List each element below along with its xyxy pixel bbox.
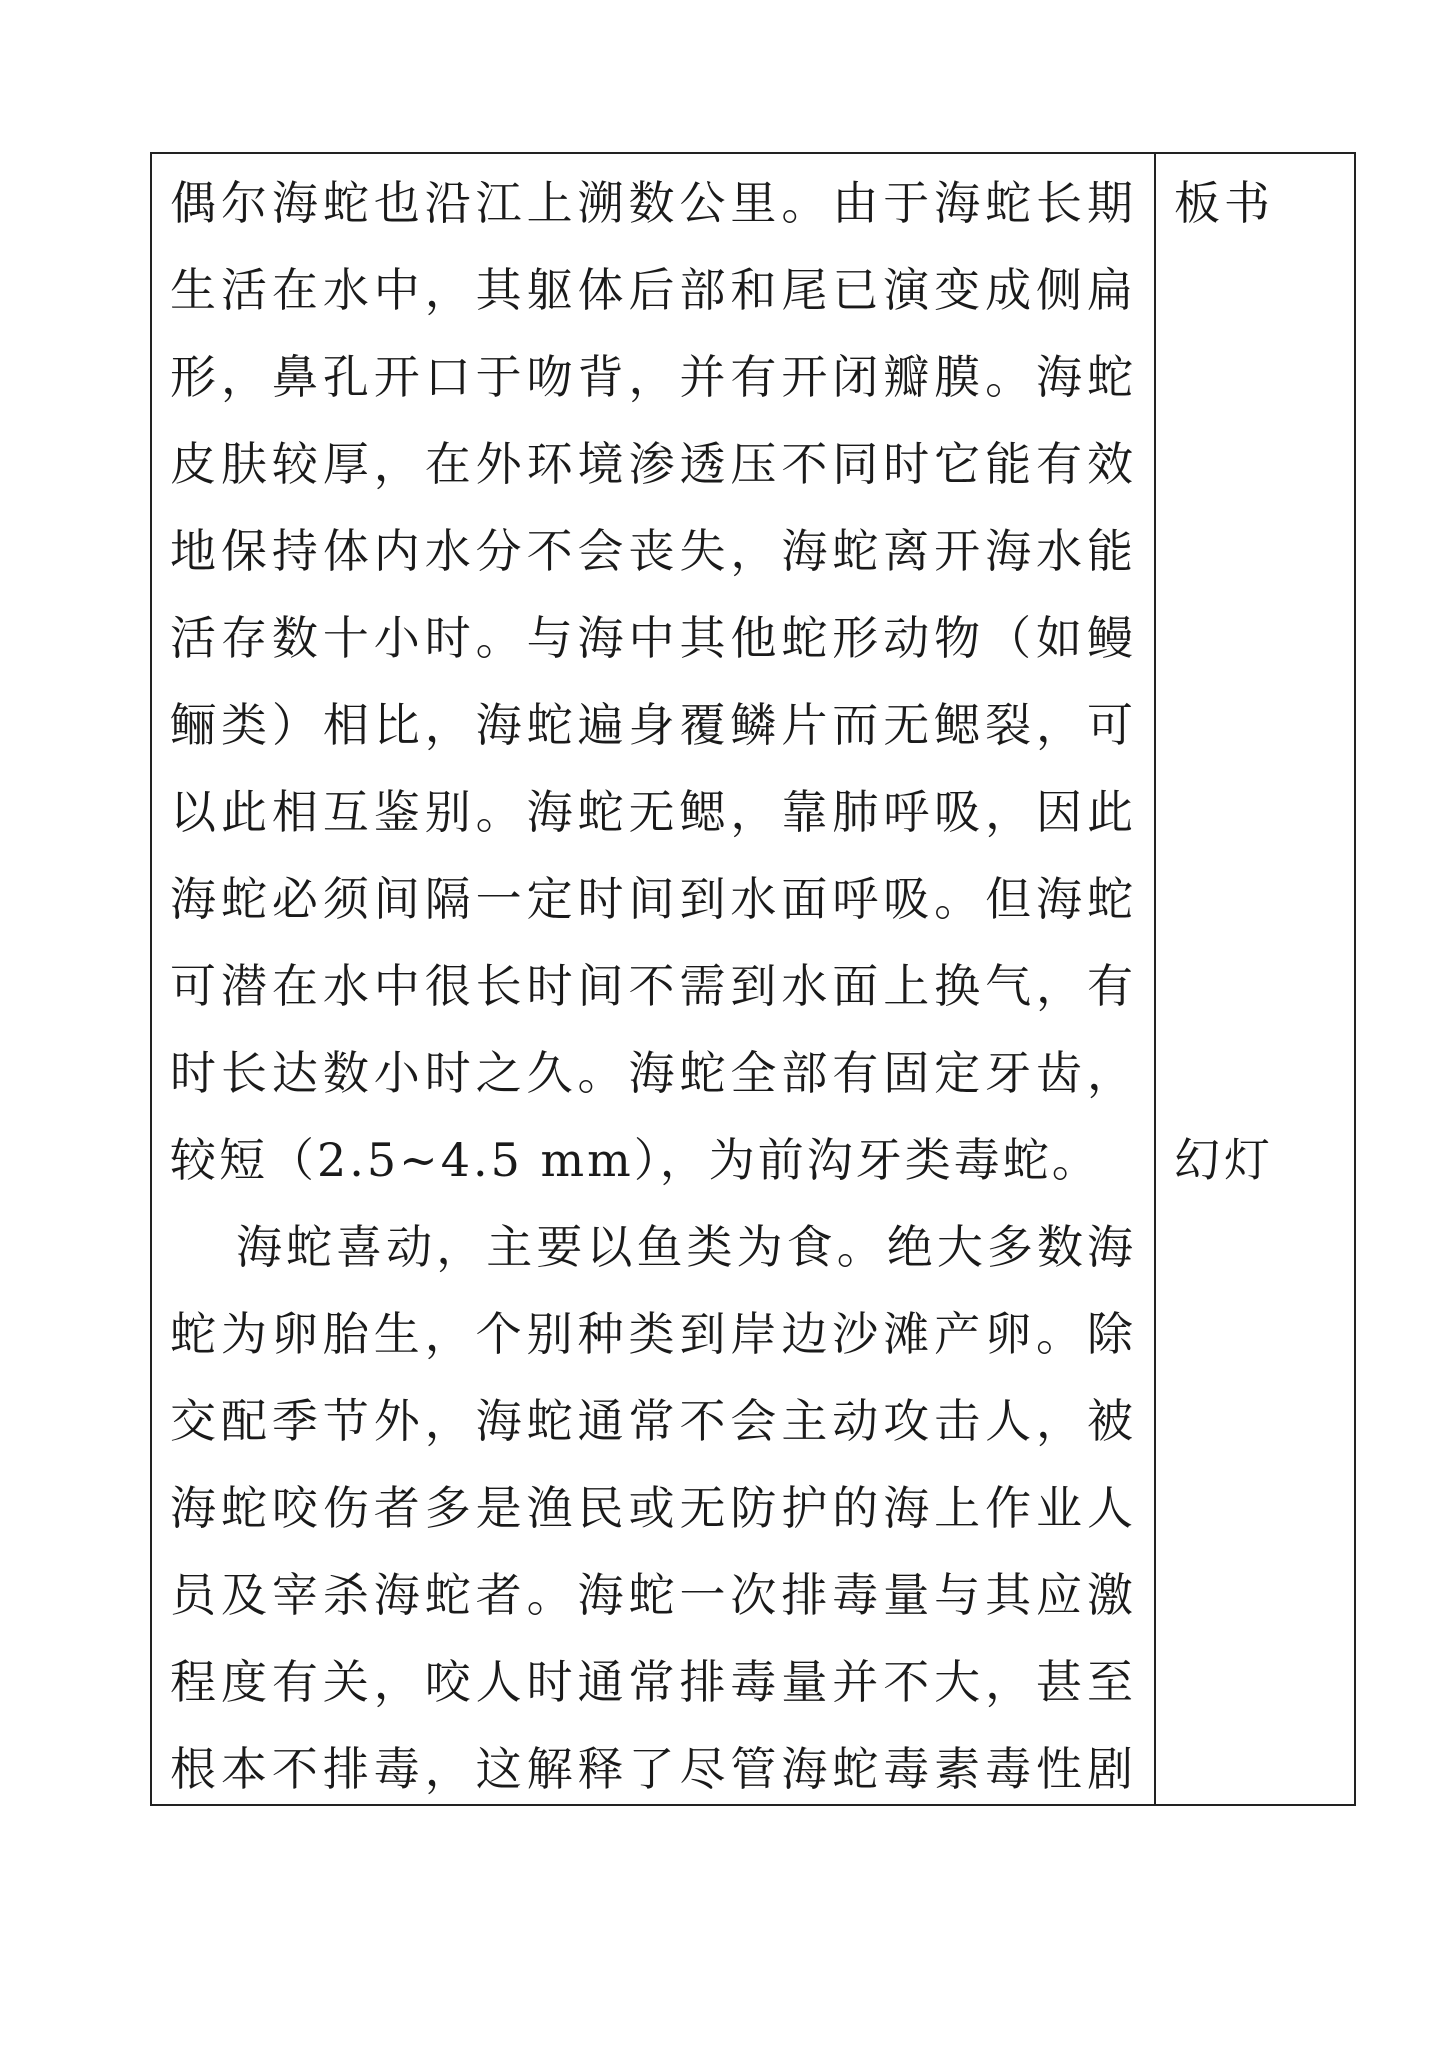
text-line: 较短（2.5~4.5 mm），为前沟牙类毒蛇。 — [170, 1133, 1101, 1187]
text-line: 可潜在水中很长时间不需到水面上换气，有 — [170, 959, 1136, 1013]
text-line: 蛇为卵胎生，个别种类到岸边沙滩产卵。除 — [170, 1307, 1136, 1361]
text-line: 员及宰杀海蛇者。海蛇一次排毒量与其应激 — [170, 1568, 1136, 1622]
side-note-blackboard: 板书 — [1174, 176, 1274, 230]
text-line: 根本不排毒，这解释了尽管海蛇毒素毒性剧 — [170, 1742, 1136, 1796]
text-line: 生活在水中，其躯体后部和尾已演变成侧扁 — [170, 263, 1136, 317]
text-line: 以此相互鉴别。海蛇无鳃，靠肺呼吸，因此 — [170, 785, 1136, 839]
text-line: 活存数十小时。与海中其他蛇形动物（如鳗 — [170, 611, 1136, 665]
text-line: 程度有关，咬人时通常排毒量并不大，甚至 — [170, 1655, 1136, 1709]
paragraph-first-line: 海蛇喜动，主要以鱼类为食。绝大多数海 — [236, 1220, 1136, 1274]
lesson-table — [150, 152, 1356, 1806]
text-line: 海蛇必须间隔一定时间到水面呼吸。但海蛇 — [170, 872, 1136, 926]
content-column — [152, 154, 1156, 1804]
text-line: 海蛇咬伤者多是渔民或无防护的海上作业人 — [170, 1481, 1136, 1535]
text-line: 形，鼻孔开口于吻背，并有开闭瓣膜。海蛇 — [170, 350, 1136, 404]
text-line: 交配季节外，海蛇通常不会主动攻击人，被 — [170, 1394, 1136, 1448]
text-line: 皮肤较厚，在外环境渗透压不同时它能有效 — [170, 437, 1136, 491]
text-line: 时长达数小时之久。海蛇全部有固定牙齿， — [170, 1046, 1136, 1100]
text-line: 偶尔海蛇也沿江上溯数公里。由于海蛇长期 — [170, 176, 1136, 230]
side-note-slides: 幻灯 — [1174, 1133, 1274, 1187]
method-column — [1156, 154, 1354, 1804]
text-line: 鲡类）相比，海蛇遍身覆鳞片而无鳃裂，可 — [170, 698, 1136, 752]
text-line: 地保持体内水分不会丧失，海蛇离开海水能 — [170, 524, 1136, 578]
